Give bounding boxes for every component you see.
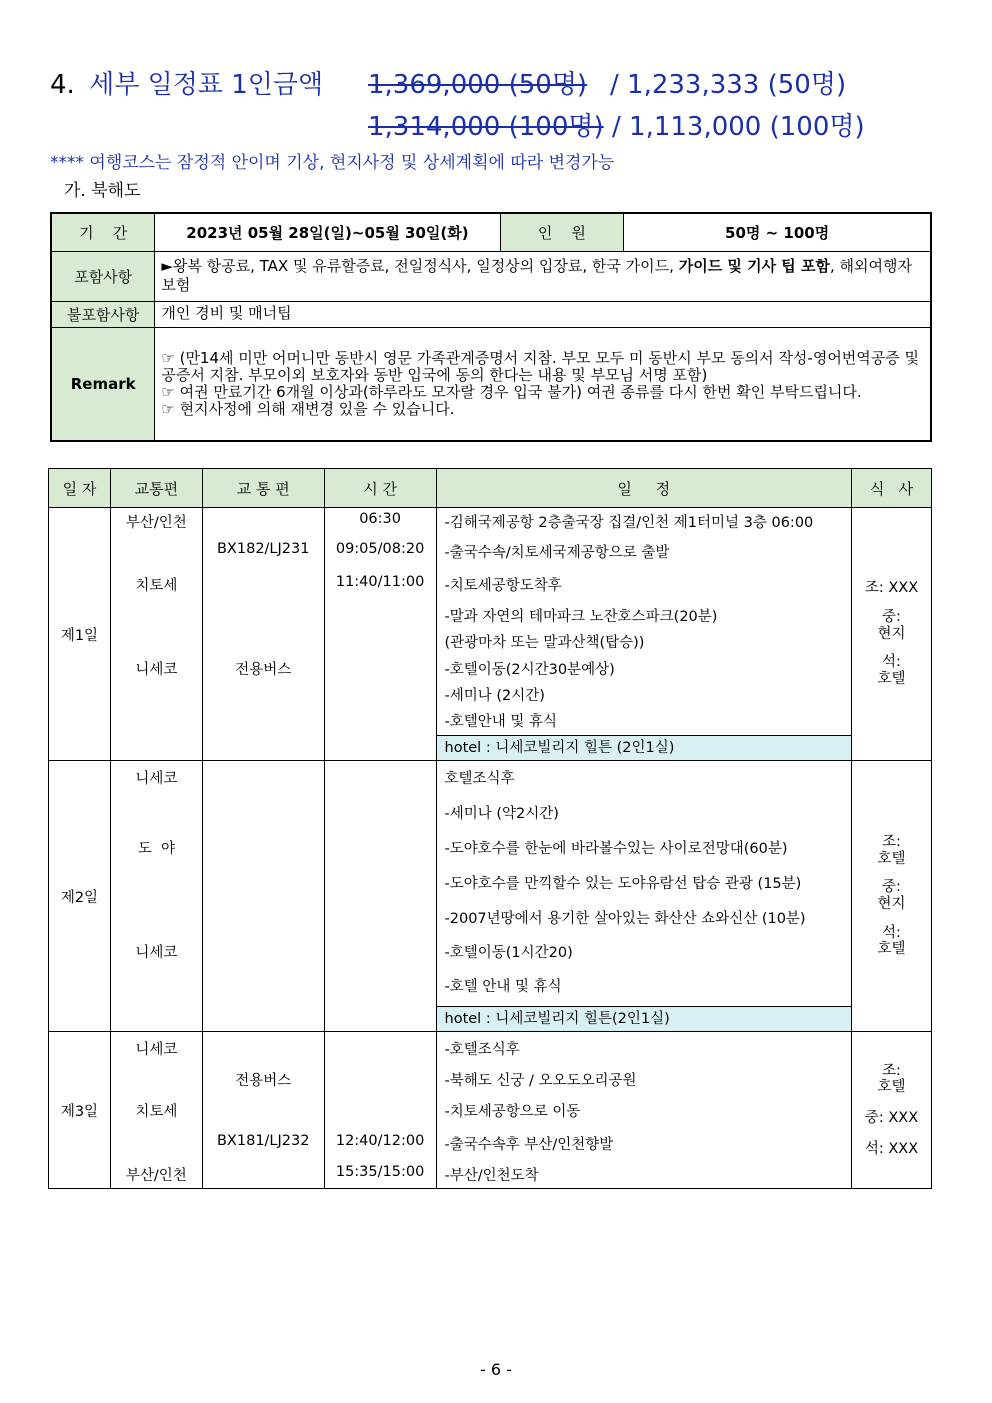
- day3-time-2: 15:35/15:00: [335, 1164, 425, 1180]
- day1-item-3: -치토세공항도착후: [444, 578, 562, 594]
- included-label: 포함사항: [51, 251, 155, 301]
- day1-place-3: 니세코: [135, 662, 178, 678]
- day1-meals: [852, 508, 932, 761]
- day1-time-3: 11:40/11:00: [335, 574, 425, 590]
- day1-transport: [202, 508, 324, 761]
- day3-item-1: -호텔조식후: [444, 1042, 520, 1058]
- day2-places: [110, 761, 202, 1032]
- people-label: 인 원: [500, 213, 624, 251]
- people-value: 50명 ~ 100명: [624, 213, 931, 251]
- day1-label: 제1일: [49, 508, 111, 761]
- day2-meal-1: 조:: [882, 833, 901, 850]
- included-value: [155, 251, 931, 301]
- new-price-100: / 1,113,000 (100명): [612, 112, 865, 142]
- day3-item-4: -출국수속후 부산/인천향발: [444, 1137, 614, 1153]
- remark-line-2: ☞ 여권 만료기간 6개월 이상과(하루라도 모자랄 경우 입국 불가) 여권 종류를 다시 한번 확인 부탁드립니다.: [161, 382, 862, 401]
- day2-times: [324, 761, 436, 1032]
- day3-place-3: 부산/인천: [125, 1168, 187, 1184]
- old-price-100: [368, 106, 604, 143]
- day3-meal-4: 석: XXX: [864, 1140, 919, 1157]
- day2-item-5: -2007년땅에서 용기한 살아있는 화산산 쇼와신산 (10분): [444, 911, 806, 927]
- day2-item-6: -호텔이동(1시간20): [444, 945, 573, 961]
- header-transport: 교 통 편: [202, 469, 324, 508]
- day1-item-2: -출국수속/치토세국제공항으로 출발: [444, 545, 670, 561]
- day1-place-1: 부산/인천: [125, 515, 187, 531]
- header-itinerary: 일 정: [436, 469, 851, 508]
- day3-transport-2: BX181/LJ232: [216, 1133, 310, 1149]
- day1-item-8: -호텔안내 및 휴식: [444, 714, 558, 730]
- day3-meals: [852, 1032, 932, 1189]
- schedule-table: [48, 468, 932, 1189]
- day1-item-1: -김해국제공항 2층출국장 집결/인천 제1터미널 3층 06:00: [444, 515, 814, 531]
- day1-place-2: 치토세: [135, 578, 178, 594]
- day2-place-3: 니세코: [135, 945, 178, 961]
- header-meals: 식 사: [852, 469, 932, 508]
- included-bold: 가이드 및 기사 팁 포함: [678, 256, 831, 275]
- notice-text: **** 여행코스는 잠정적 안이며 기상, 현지사정 및 상세계획에 따라 변경가능: [50, 153, 615, 173]
- day1-itinerary: [436, 508, 851, 761]
- day1-times: [324, 508, 436, 761]
- day1-transport-1: BX182/LJ231: [216, 541, 310, 557]
- day3-transport-1: 전용버스: [235, 1073, 292, 1089]
- day2-item-4: -도야호수를 만끽할수 있는 도야유람선 탑승 관광 (15분): [444, 876, 802, 892]
- period-label: 기 간: [51, 213, 155, 251]
- day1-time-1: 06:30: [359, 511, 401, 527]
- remark-line-3: ☞ 현지사정에 의해 재변경 있을 수 있습니다.: [161, 399, 455, 418]
- header-place: 교통편: [110, 469, 202, 508]
- heading-line-1: [50, 64, 323, 101]
- heading-number: 4.: [50, 70, 75, 100]
- day2-meal-3: 중:: [882, 879, 901, 896]
- day1-meal-1: 조: XXX: [864, 580, 919, 597]
- day1-item-4: -말과 자연의 테마파크 노잔호스파크(20분): [444, 609, 718, 625]
- header-time: 시 간: [324, 469, 436, 508]
- info-table: [50, 212, 932, 442]
- day3-meal-3: 중: XXX: [864, 1110, 919, 1126]
- day2-item-1: 호텔조식후: [444, 771, 515, 787]
- excluded-value: 개인 경비 및 매너팁: [155, 301, 931, 327]
- day1-meal-3: 현지: [877, 625, 906, 642]
- day1-meal-5: 호텔: [877, 671, 906, 687]
- old-price-50: [368, 64, 587, 101]
- day1-item-7: -세미나 (2시간): [444, 688, 545, 704]
- day2-place-2: 도 야: [137, 841, 175, 857]
- day3-itinerary: [436, 1032, 851, 1189]
- day3-meal-1: 조:: [882, 1062, 901, 1079]
- included-text-2: , 해외여행자보험: [161, 256, 913, 294]
- day2-meals: [852, 761, 932, 1032]
- day1-places: [110, 508, 202, 761]
- day1-meal-2: 중:: [882, 608, 901, 625]
- day3-times: [324, 1032, 436, 1189]
- day2-meal-2: 호텔: [877, 850, 906, 867]
- day3-time-1: 12:40/12:00: [335, 1133, 425, 1149]
- day1-item-5: (관광마차 또는 말과산책(탑승)): [444, 635, 645, 651]
- day3-item-2: -북해도 신궁 / 오오도오리공원: [444, 1073, 637, 1089]
- heading-title: 세부 일정표 1인금액: [89, 70, 324, 100]
- day2-hotel: hotel : 니세코빌리지 힐튼(2인1실): [437, 1006, 851, 1031]
- day2-meal-5: 석:: [882, 924, 901, 941]
- page-number: - 6 -: [480, 1360, 512, 1379]
- day1-time-2: 09:05/08:20: [335, 541, 425, 557]
- day1-meal-4: 석:: [882, 654, 901, 671]
- day1-item-6: -호텔이동(2시간30분예상): [444, 662, 615, 678]
- day3-item-5: -부산/인천도착: [444, 1168, 539, 1184]
- remark-label: Remark: [51, 327, 155, 441]
- day2-item-3: -도야호수를 한눈에 바라볼수있는 사이로전망대(60분): [444, 841, 788, 857]
- included-text-1: ►왕복 항공료, TAX 및 유류할증료, 전일정식사, 일정상의 입장료, 한국 가이드,: [161, 256, 679, 275]
- day2-meal-6: 호텔: [877, 941, 906, 958]
- day1-transport-2: 전용버스: [235, 662, 292, 678]
- new-price-50: / 1,233,333 (50명): [610, 70, 847, 100]
- day3-places: [110, 1032, 202, 1189]
- region-label: 가. 북해도: [64, 181, 141, 201]
- remark-line-1: ☞ (만14세 미만 어머니만 동반시 영문 가족관계증명서 지참. 부모 모두 미 동반시 부모 동의서 작성-영어번역공증 및 공증서 지참. 부모이외 보호자와 동반 입국에 동의 한다는 내용 및 부모님 서명 포함): [161, 349, 920, 384]
- day3-item-3: -치토세공항으로 이동: [444, 1104, 581, 1120]
- old-price-50-text: 1,369,000 (50명): [368, 70, 588, 100]
- old-price-100-text: 1,314,000 (100명): [368, 112, 604, 142]
- day3-transport: [202, 1032, 324, 1189]
- period-value: 2023년 05월 28일(일)~05월 30일(화): [155, 213, 500, 251]
- remark-value: [155, 327, 931, 441]
- day3-place-2: 치토세: [135, 1104, 178, 1120]
- excluded-label: 불포함사항: [51, 301, 155, 327]
- day2-meal-4: 현지: [877, 896, 906, 912]
- day2-place-1: 니세코: [135, 771, 178, 787]
- day2-itinerary: [436, 761, 851, 1032]
- day2-item-7: -호텔 안내 및 휴식: [444, 979, 562, 995]
- day2-label: 제2일: [49, 761, 111, 1032]
- day2-transport: [202, 761, 324, 1032]
- day3-meal-2: 호텔: [877, 1079, 906, 1096]
- header-day: 일 자: [49, 469, 111, 508]
- day1-hotel: hotel : 니세코빌리지 힐튼 (2인1실): [437, 735, 851, 760]
- day3-label: 제3일: [49, 1032, 111, 1189]
- day3-place-1: 니세코: [135, 1042, 178, 1058]
- day2-item-2: -세미나 (약2시간): [444, 806, 559, 822]
